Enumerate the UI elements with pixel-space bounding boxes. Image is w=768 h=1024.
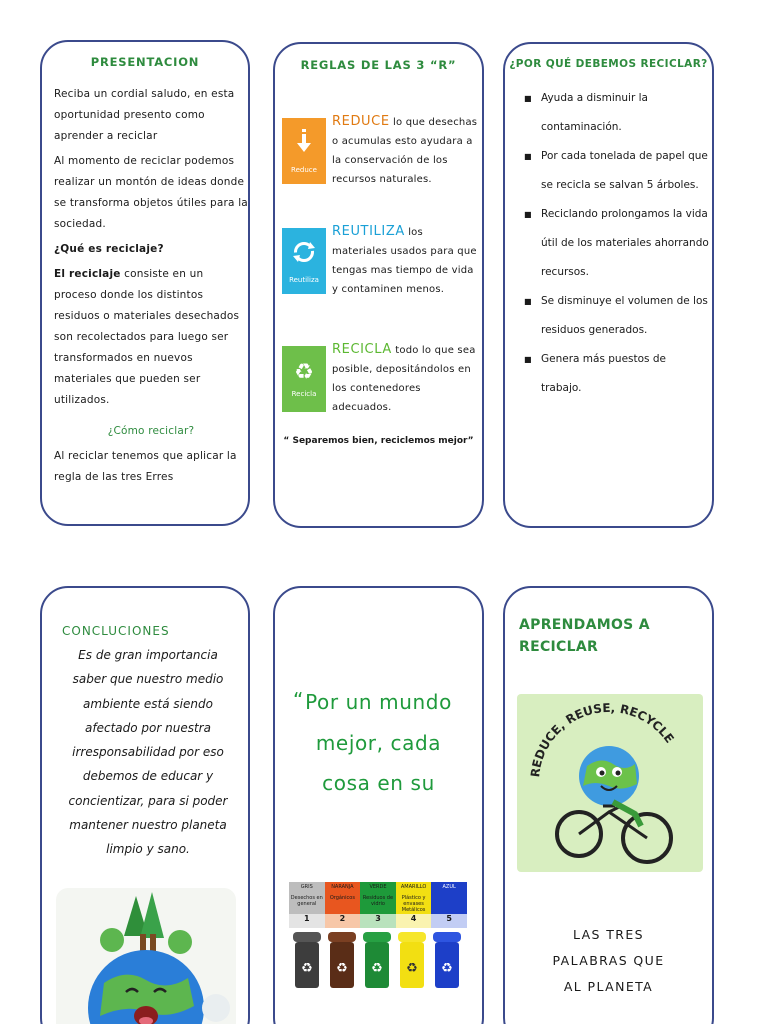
bins-illustration (289, 882, 467, 1012)
panel-frase (273, 586, 484, 1024)
closing-text: Al reciclar tenemos que aplicar la regla de las tres Erres (54, 450, 237, 483)
question-heading: ¿Cómo reciclar? (107, 425, 195, 437)
definition-body: consiste en un proceso donde los distintos residuos o materiales desechados son recolectados para luego ser transformados en nuevos materiales que pueden ser utilizados. (54, 268, 240, 406)
slogan: “ Separemos bien, reciclemos mejor” (283, 436, 474, 446)
rule-keyword: REDUCE (332, 114, 390, 129)
rule-text (332, 112, 478, 189)
bins-numbers: 1 2 3 4 5 (289, 914, 467, 928)
rule-reduce (282, 112, 478, 202)
panel-title: REGLAS DE LAS 3 “R” (300, 58, 457, 72)
bullet-icon: ■ (524, 152, 532, 161)
recycle-icon: ♻ (294, 360, 314, 385)
panel-aprendamos (503, 586, 714, 1024)
tile-label: Recicla (291, 390, 317, 398)
panel-title: CONCLUCIONES (62, 624, 170, 638)
reasons-list (519, 84, 709, 403)
paragraph: Al momento de reciclar podemos realizar un montón de ideas donde se transforma objetos útiles para la sociedad. (54, 155, 248, 230)
tile-label: Reduce (291, 165, 317, 174)
rule-description: lo que desechas o acumulas esto ayudara a la conservación de los recursos naturales. (332, 117, 478, 185)
list-item: ■ Por cada tonelada de papel que se recicla se salvan 5 árboles. (519, 142, 709, 200)
panel-title: APRENDAMOS A RECICLAR (519, 617, 650, 655)
panel-presentacion (40, 40, 250, 526)
rule-reutiliza (282, 222, 478, 312)
list-item: ■ Ayuda a disminuir la contaminación. (519, 84, 709, 142)
bullet-icon: ■ (524, 355, 532, 364)
list-item: ■ Se disminuye el volumen de los residuos generados. (519, 287, 709, 345)
bins-drawing (289, 928, 467, 994)
panel-body (54, 84, 248, 492)
quote-text: Por un mundo mejor, cada cosa en su (305, 690, 452, 795)
rule-text (332, 340, 478, 417)
panel-title: PRESENTACION (90, 55, 200, 69)
conclusion-text: Es de gran importancia saber que nuestro medio ambiente está siendo afectado por nuestra irresponsabilidad por eso debemos de educar y concientizar, para si poder mantener nuestro planeta limpio y sano. (68, 648, 228, 857)
words-text: LAS TRES PALABRAS QUE AL PLANETA (552, 927, 665, 994)
bullet-icon: ■ (524, 210, 532, 219)
definition-term: El reciclaje (54, 268, 121, 280)
reutiliza-tile (282, 228, 326, 294)
rule-text (332, 222, 478, 299)
svg-text:♻: ♻ (336, 961, 348, 976)
reduce-tile (282, 118, 326, 184)
list-item: ■ Genera más puestos de trabajo. (519, 345, 709, 403)
svg-text:♻: ♻ (441, 961, 453, 976)
rule-description: todo lo que sea posible, depositándolos en los contenedores adecuados. (332, 345, 476, 413)
rule-keyword: REUTILIZA (332, 224, 405, 239)
rule-recicla (282, 340, 478, 430)
panel-por-que (503, 42, 714, 528)
earth-illustration (56, 888, 236, 1024)
rule-keyword: RECICLA (332, 342, 392, 357)
panel-reglas (273, 42, 484, 528)
svg-text:♻: ♻ (301, 961, 313, 976)
question-heading: ¿Qué es reciclaje? (54, 243, 164, 255)
svg-text:♻: ♻ (406, 961, 418, 976)
recycle-bike-illustration (517, 694, 703, 872)
image-caption: REDUCE, REUSE, RECYCLE (528, 700, 677, 779)
definition-text (54, 264, 248, 411)
svg-text:♻: ♻ (371, 961, 383, 976)
recicla-tile (282, 346, 326, 412)
cycle-arrows-icon (291, 239, 317, 272)
bins-header: GRIS Desechos en general NARANJA Orgánicos VERDE Residuos de vidrio AMARILLO Plástico y envases Metálicos AZUL (289, 882, 467, 914)
panel-title: ¿POR QUÉ DEBEMOS RECICLAR? (509, 58, 708, 70)
intro-text: Reciba un cordial saludo, en esta oportunidad presento como aprender a reciclar (54, 88, 235, 142)
quote-mark: “ (293, 688, 304, 712)
bullet-icon: ■ (524, 297, 532, 306)
list-item: ■ Reciclando prolongamos la vida útil de los materiales ahorrando recursos. (519, 200, 709, 287)
down-arrow-icon (294, 129, 314, 162)
tile-label: Reutiliza (289, 275, 319, 284)
rule-description: los materiales usados para que tengas mas tiempo de vida y contaminen menos. (332, 227, 477, 295)
bullet-icon: ■ (524, 94, 532, 103)
panel-conclusiones (40, 586, 250, 1024)
